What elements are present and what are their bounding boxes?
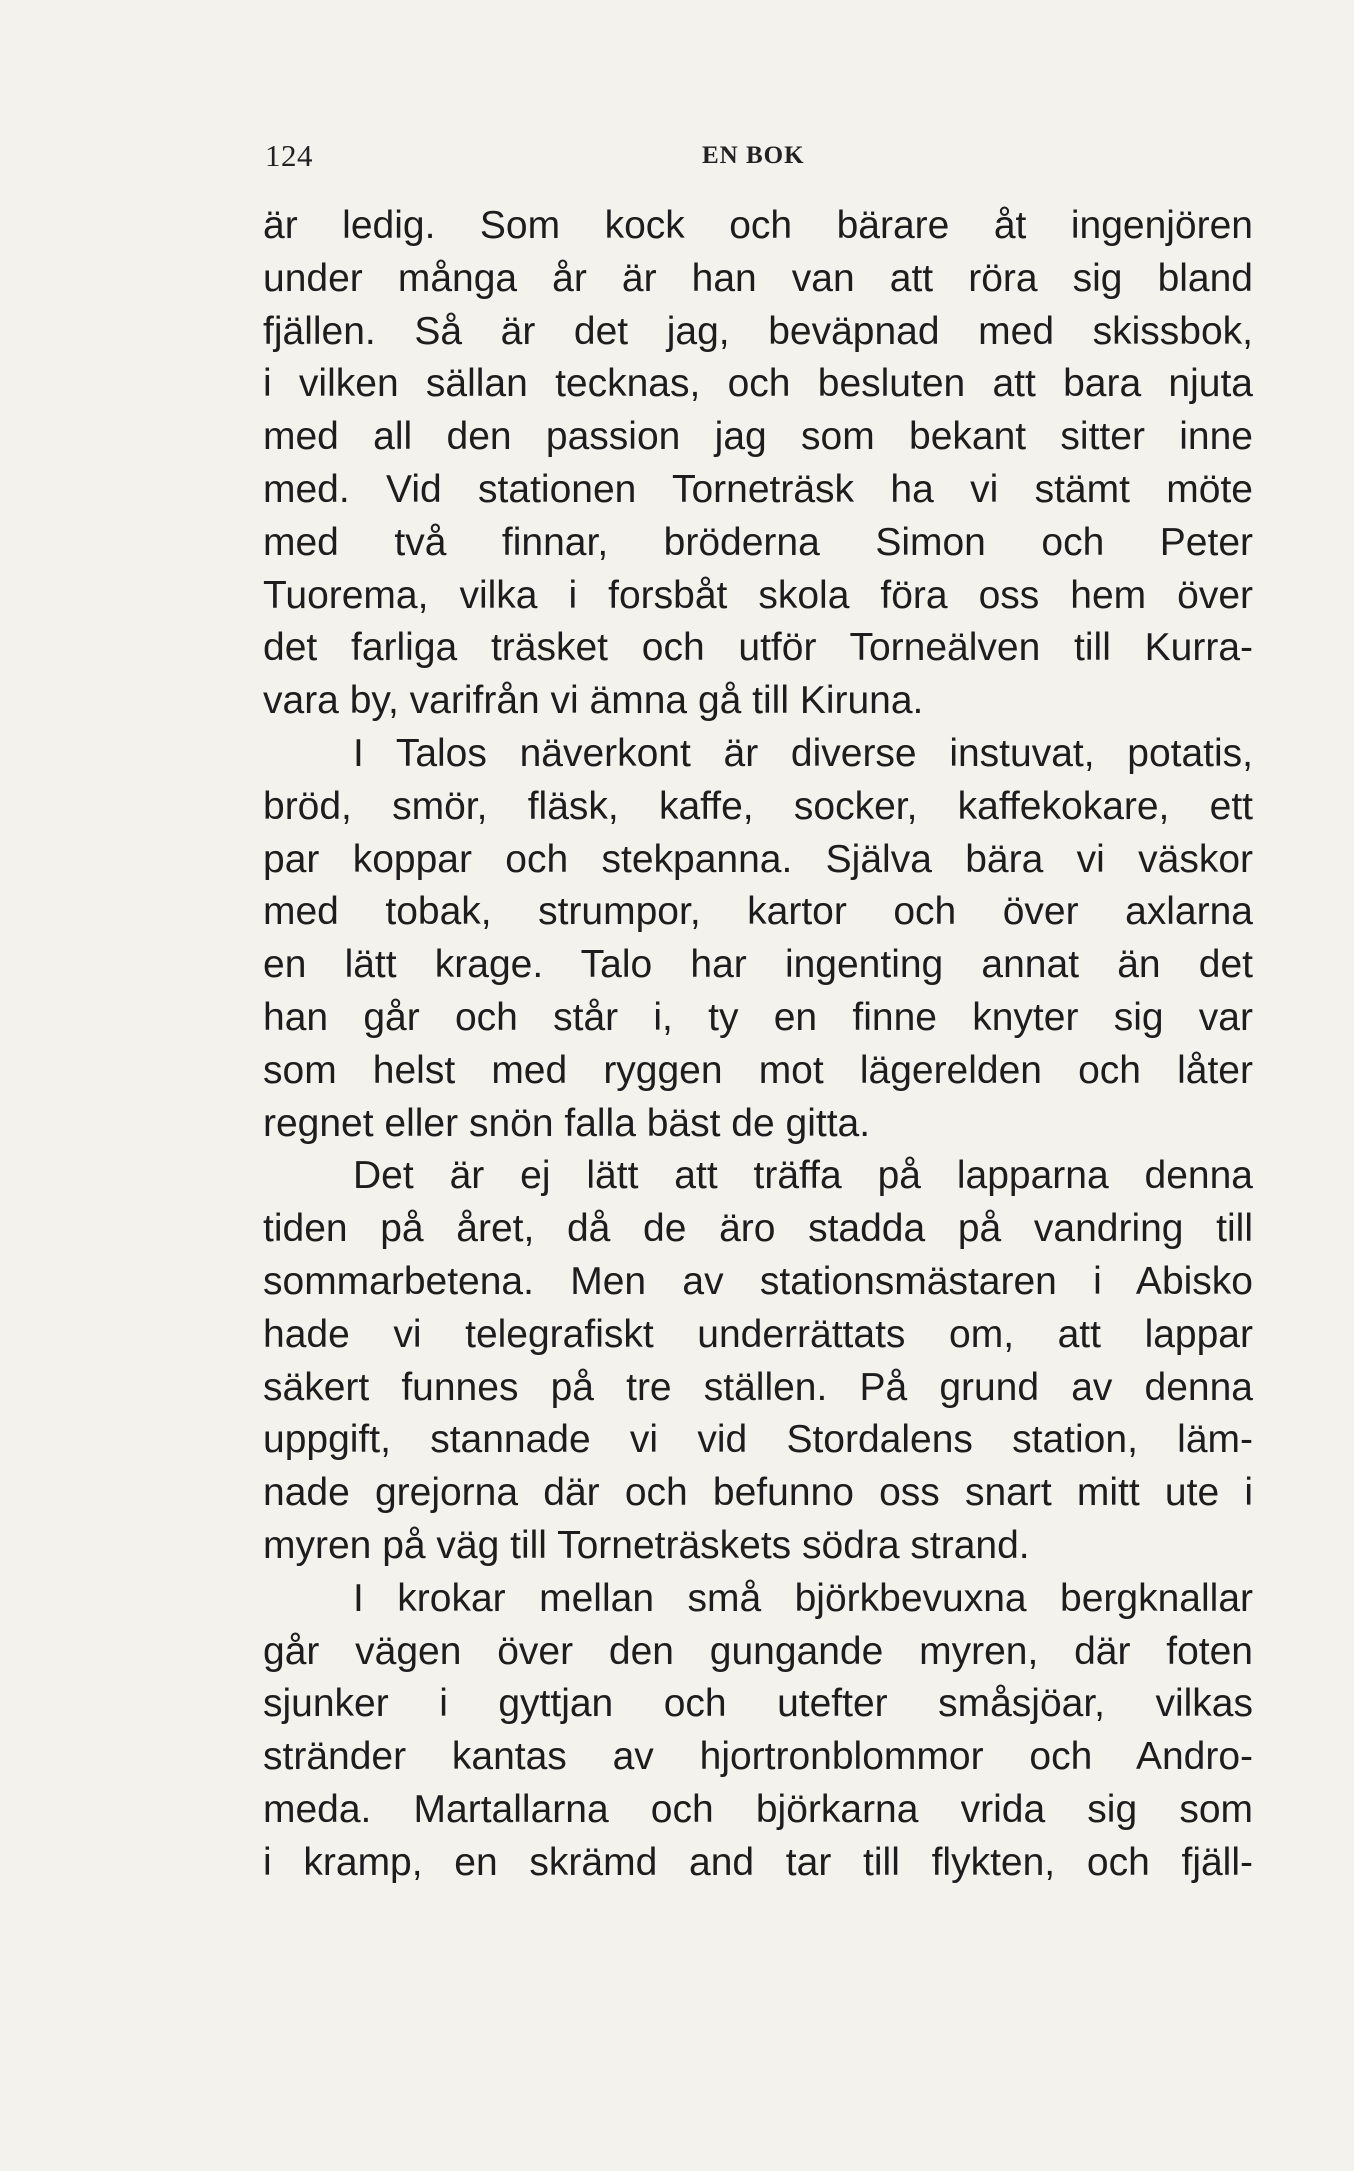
body-text xyxy=(263,200,1253,1890)
running-title: EN BOK xyxy=(702,142,805,169)
text-line: tiden på året, då de äro stadda på vandring till xyxy=(263,1207,1253,1251)
text-line: är ledig. Som kock och bärare åt ingenjören xyxy=(263,204,1253,247)
text-line: stränder kantas av hjortronblommor och Andro- xyxy=(263,1735,1253,1779)
page-header xyxy=(265,138,1250,178)
text-line: säkert funnes på tre ställen. På grund av denna xyxy=(263,1365,1253,1409)
text-line: med tobak, strumpor, kartor och över axlarna xyxy=(263,890,1253,934)
text-line: bröd, smör, fläsk, kaffe, socker, kaffekokare, ett xyxy=(263,784,1253,828)
text-line: i vilken sällan tecknas, och besluten att bara njuta xyxy=(263,362,1253,406)
text-line: meda. Martallarna och björkarna vrida sig som xyxy=(263,1787,1253,1831)
text-line: myren på väg till Torneträskets södra strand. xyxy=(263,1523,1030,1567)
text-line: I Talos näverkont är diverse instuvat, potatis, xyxy=(353,731,1253,775)
text-line: med. Vid stationen Torneträsk ha vi stämt möte xyxy=(263,467,1253,511)
text-line: han går och står i, ty en finne knyter sig var xyxy=(263,995,1253,1039)
text-line: fjällen. Så är det jag, beväpnad med skissbok, xyxy=(263,309,1253,353)
text-line: som helst med ryggen mot lägerelden och låter xyxy=(263,1048,1253,1092)
page-number: 124 xyxy=(265,138,313,173)
text-line: par koppar och stekpanna. Själva bära vi väskor xyxy=(263,837,1253,881)
text-line: går vägen över den gungande myren, där foten xyxy=(263,1629,1253,1673)
text-line: sjunker i gyttjan och utefter småsjöar, vilkas xyxy=(263,1682,1253,1726)
text-line: med all den passion jag som bekant sitter inne xyxy=(263,415,1253,459)
text-line: nade grejorna där och befunno oss snart mitt ute i xyxy=(263,1471,1253,1515)
text-line: sommarbetena. Men av stationsmästaren i Abisko xyxy=(263,1259,1253,1303)
text-line: Tuorema, vilka i forsbåt skola föra oss hem över xyxy=(263,573,1253,617)
text-line: under många år är han van att röra sig bland xyxy=(263,256,1253,300)
text-line: hade vi telegrafiskt underrättats om, att lappar xyxy=(263,1312,1253,1356)
text-line: en lätt krage. Talo har ingenting annat än det xyxy=(263,943,1253,987)
text-line: regnet eller snön falla bäst de gitta. xyxy=(263,1101,871,1145)
text-line: i kramp, en skrämd and tar till flykten, och fjäll- xyxy=(263,1840,1253,1884)
text-line: uppgift, stannade vi vid Stordalens station, läm- xyxy=(263,1418,1253,1462)
text-line: det farliga träsket och utför Torneälven till Kurra- xyxy=(263,626,1253,670)
text-line: med två finnar, bröderna Simon och Peter xyxy=(263,520,1253,564)
text-line: vara by, varifrån vi ämna gå till Kiruna. xyxy=(263,679,924,723)
text-line: Det är ej lätt att träffa på lapparna denna xyxy=(353,1154,1253,1198)
text-line: I krokar mellan små björkbevuxna bergknallar xyxy=(353,1576,1253,1620)
